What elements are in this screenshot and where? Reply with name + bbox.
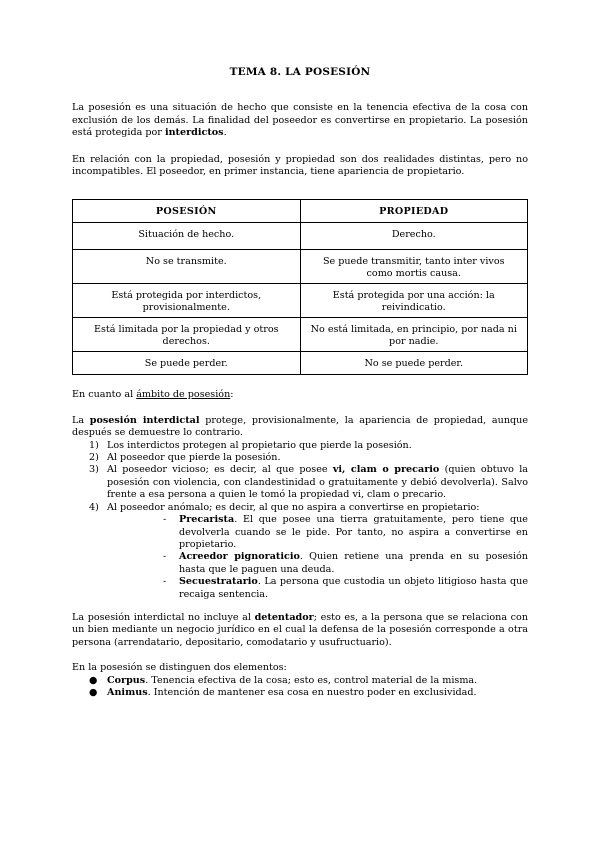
table-header-propiedad: PROPIEDAD [300,200,528,223]
table-header-row [73,200,528,223]
intro-p1-bold: interdictos [164,127,224,139]
table-header-posesion: POSESIÓN [73,200,301,223]
detentador-paragraph [72,612,528,649]
elemento-text: . Intención de mantener esa cosa en nuestro poder en exclusividad. [147,686,477,698]
list-item-text: Al poseedor anómalo; es decir, al que no aspira a convertirse en propietario: [107,501,480,513]
list-item-text: Los interdictos protegen al propietario que pierde la posesión. [107,439,412,451]
detentador-bold: detentador [254,611,314,623]
sublist-item-bold: Precarista [179,514,235,526]
ambito-heading [72,389,528,401]
bullet-icon: ● [89,674,98,686]
list-item-number: 2) [89,452,99,464]
table-cell: No se transmite. [73,250,301,284]
comparison-table [72,199,528,375]
sublist-dash: - [163,576,167,588]
list-item-number: 3) [89,464,99,476]
elemento-bold: Corpus [107,674,146,686]
ambito-prefix: En cuanto al [72,389,137,401]
intro-paragraph-2: En relación con la propiedad, posesión y propiedad son dos realidades distintas, pero no incompatibles. El poseedor, en primer instancia, tiene apariencia de propietario. [72,153,528,178]
ambito-suffix: : [230,389,234,401]
sublist-item [107,551,528,576]
table-row [73,318,528,352]
list-item-bold: vi, clam o precario [332,464,440,476]
table-cell: Se puede transmitir, tanto inter vivos como mortis causa. [300,250,528,284]
detentador-post: ; esto es, a la persona que se relaciona con un bien mediante un negocio jurídico en el cual la defensa de la posesión corresponde a otra persona (arrendatario, depositario, comodatario y usufructuario). [72,611,529,648]
table-cell: Derecho. [300,223,528,250]
sublist-item [107,576,528,601]
list-item [72,687,528,699]
sublist-item-text: . El que posee una tierra gratuitamente, pero tiene que devolverla cuando se le pide. Por tanto, no aspira a convertirse en propietario. [179,514,528,550]
anomalo-sublist [107,514,528,601]
list-item [72,440,528,452]
table-row [73,223,528,250]
table-row [73,352,528,375]
sublist-item-text: . La persona que custodia un objeto litigioso hasta que recaiga sentencia. [179,576,528,600]
list-item [72,502,528,601]
bullet-icon: ● [89,686,98,698]
sublist-item-bold: Acreedor pignoraticio [179,551,300,563]
sublist-dash: - [163,551,167,563]
list-item [72,675,528,687]
table-cell: Está protegida por una acción: la reivindicatio. [300,284,528,318]
intro-p1-text: La posesión es una situación de hecho que consiste en la tenencia efectiva de la cosa con exclusión de los demás. La finalidad del poseedor es convertirse en propietario. La posesión está protegida por [72,102,528,139]
interdictal-post: protege, provisionalmente, la apariencia de propiedad, aunque después se demuestre lo contrario. [72,414,529,439]
list-item-number: 4) [89,501,99,513]
list-item-post: (quien obtuvo la posesión con violencia, con clandestinidad o gratuitamente y debió devolverla). Salvo frente a esa persona a quien le tomó la propiedad vi, clam o precario. [107,464,529,501]
sublist-dash: - [163,514,167,526]
table-row [73,284,528,318]
interdictal-paragraph [72,415,528,440]
list-item-pre: Al poseedor vicioso; es decir, al que posee [107,464,333,476]
sublist-item-bold: Secuestratario [179,576,258,588]
document-page [72,66,528,699]
interdictal-pre: La [72,414,90,426]
ambito-underlined: ámbito de posesión [136,389,231,401]
interdictal-bold: posesión interdictal [89,414,200,426]
table-cell: No se puede perder. [300,352,528,375]
sublist-item-text: . Quien retiene una prenda en su posesión hasta que le paguen una deuda. [179,551,528,575]
intro-paragraph-1 [72,102,528,139]
elementos-intro: En la posesión se distinguen dos elementos: [72,662,287,674]
detentador-pre: La posesión interdictal no incluye al [72,611,255,623]
table-cell: Está limitada por la propiedad y otros derechos. [73,318,301,352]
table-cell: Está protegida por interdictos, provisionalmente. [73,284,301,318]
list-item-number: 1) [89,439,99,451]
elemento-text: . Tenencia efectiva de la cosa; esto es, control material de la misma. [145,674,478,686]
page-title: TEMA 8. LA POSESIÓN [229,66,371,78]
sublist-item [107,514,528,551]
interdictal-list [72,440,528,601]
table-cell: Se puede perder. [73,352,301,375]
elementos-list [72,675,528,700]
list-item [72,464,528,501]
table-cell: Situación de hecho. [73,223,301,250]
table-cell: No está limitada, en principio, por nada ni por nadie. [300,318,528,352]
table-row [73,250,528,284]
intro-p1-end: . [223,127,227,139]
list-item-text: Al poseedor que pierde la posesión. [107,452,281,464]
elemento-bold: Animus [107,686,148,698]
list-item [72,452,528,464]
